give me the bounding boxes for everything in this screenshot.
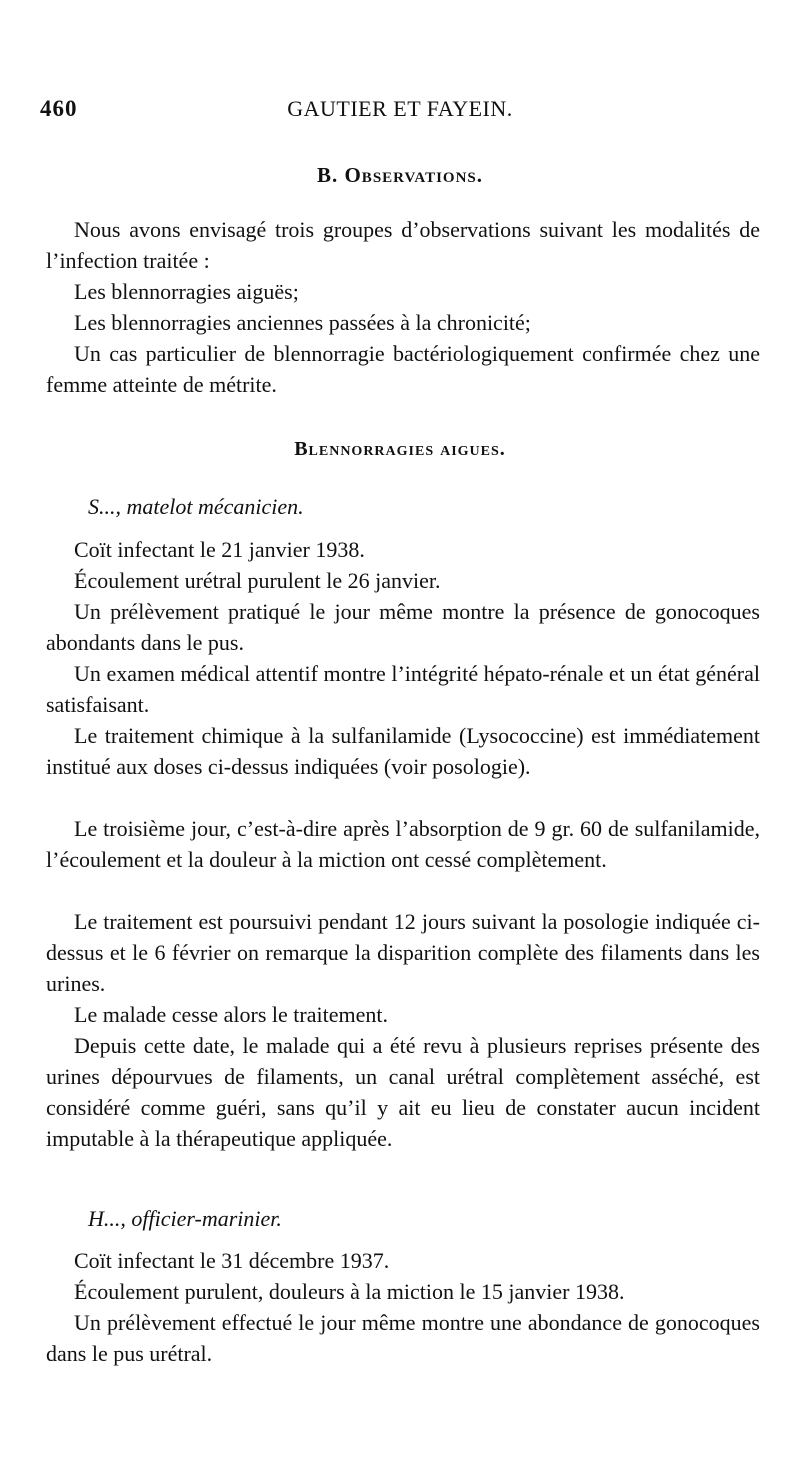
case-heading-2: H..., officier-marinier. <box>88 1206 282 1231</box>
case1-line-2: Écoulement urétral purulent le 26 janvier. <box>74 568 441 593</box>
case1-line-9: Depuis cette date, le malade qui a été revu à plusieurs reprises présente des urines dépourvues de filaments, un canal urétral complètement asséché, est considéré comme guéri, sans qu’il y ait eu lieu de constater aucun incident imputable à la thérapeutique appliquée. <box>46 1033 760 1151</box>
intro-item-2: Les blennorragies anciennes passées à la chronicité; <box>74 310 531 335</box>
case1-line-7: Le traitement est poursuivi pendant 12 jours suivant la posologie indiquée ci-dessus et le 6 février on remarque la disparition complète des filaments dans les urines. <box>46 909 760 996</box>
case1-line-5: Le traitement chimique à la sulfanilamide (Lysococcine) est immédiatement institué aux doses ci-dessus indiquées (voir posologie). <box>46 723 760 779</box>
page-header <box>40 96 760 136</box>
intro-item-1: Les blennorragies aiguës; <box>74 279 299 304</box>
case1-line-1: Coït infectant le 21 janvier 1938. <box>74 537 365 562</box>
case2-line-1: Coït infectant le 31 décembre 1937. <box>74 1248 390 1273</box>
case2-line-2: Écoulement purulent, douleurs à la miction le 15 janvier 1938. <box>74 1279 625 1304</box>
section-heading-observations: B. Observations. <box>316 163 484 187</box>
case1-line-8: Le malade cesse alors le traitement. <box>74 1002 388 1027</box>
intro-paragraph: Nous avons envisagé trois groupes d’observations suivant les modalités de l’infection traitée : <box>46 217 760 273</box>
case-heading-1: S..., matelot mécanicien. <box>88 494 304 519</box>
case1-line-6: Le troisième jour, c’est-à-dire après l’absorption de 9 gr. 60 de sulfanilamide, l’écoulement et la douleur à la miction ont cessé complètement. <box>46 816 760 872</box>
page-number: 460 <box>40 96 78 121</box>
intro-item-3: Un cas particulier de blennorragie bactériologiquement confirmée chez une femme atteinte de métrite. <box>46 341 760 397</box>
case2-line-3: Un prélèvement effectué le jour même montre une abondance de gonocoques dans le pus urétral. <box>46 1310 760 1366</box>
case1-line-4: Un examen médical attentif montre l’intégrité hépato-rénale et un état général satisfaisant. <box>46 661 760 717</box>
subsection-heading: Blennorragies aigues. <box>294 438 506 460</box>
running-title: GAUTIER ET FAYEIN. <box>287 96 513 121</box>
case1-line-3: Un prélèvement pratiqué le jour même montre la présence de gonocoques abondants dans le pus. <box>46 599 760 655</box>
